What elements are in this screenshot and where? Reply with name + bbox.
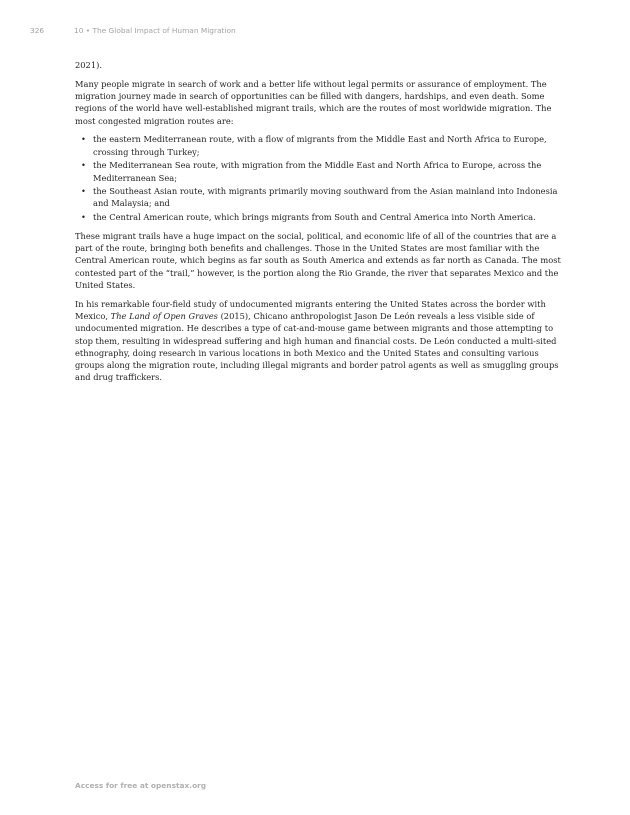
paragraph-text: In his remarkable four-field study of undocumented migrants entering the United States across the border with Mexico, [75,298,546,321]
list-item: • the Mediterranean Sea route, with migration from the Middle East and North Africa to Europe, across the Mediterranean Sea; [93,159,561,184]
paragraph-de-leon-study [75,298,561,384]
page-number: 326 [30,26,45,35]
list-item: • the Southeast Asian route, with migrants primarily moving southward from the Asian mainland into Indonesia and Malaysia; and [93,185,561,210]
list-item: • the Central American route, which brings migrants from South and Central America into North America. [93,211,561,223]
footer-access-link[interactable]: Access for free at openstax.org [75,781,207,790]
running-header [30,26,600,35]
paragraph-continuation: 2021). [75,60,102,70]
paragraph-text: (2015), Chicano anthropologist Jason De León reveals a less visible side of undocumented migration. He describes a type of cat-and-mouse game between migrants and those attempting to stop them, resulting in widespread suffering and high human and financial costs. De León conducted a multi-sited ethnography, doing research in various locations in both Mexico and the United States and consulting various groups along the migration route, including illegal migrants and border patrol agents as well as smuggling groups and drug traffickers. [75,310,559,383]
chapter-title: 10 • The Global Impact of Human Migration [74,26,236,35]
paragraph-migration-intro: Many people migrate in search of work and a better life without legal permits or assurance of employment. The migration journey made in search of opportunities can be filled with dangers, hardships, and even death. Some regions of the world have well-established migrant trails, which are the routes of most worldwide migration. The most congested migration routes are: [75,78,552,126]
book-title: The Land of Open Graves [110,310,218,321]
paragraph-migrant-trails: These migrant trails have a huge impact on the social, political, and economic life of all of the countries that are a part of the route, bringing both benefits and challenges. Those in the United States are most familiar with the Central American route, which begins as far south as South America and extends as far north as Canada. The most contested part of the “trail,” however, is the portion along the Rio Grande, the river that separates Mexico and the United States. [75,230,561,290]
main-content [75,59,561,390]
migration-routes-list [75,133,561,223]
list-item: • the eastern Mediterranean route, with a flow of migrants from the Middle East and North Africa to Europe, crossing through Turkey; [93,133,561,158]
